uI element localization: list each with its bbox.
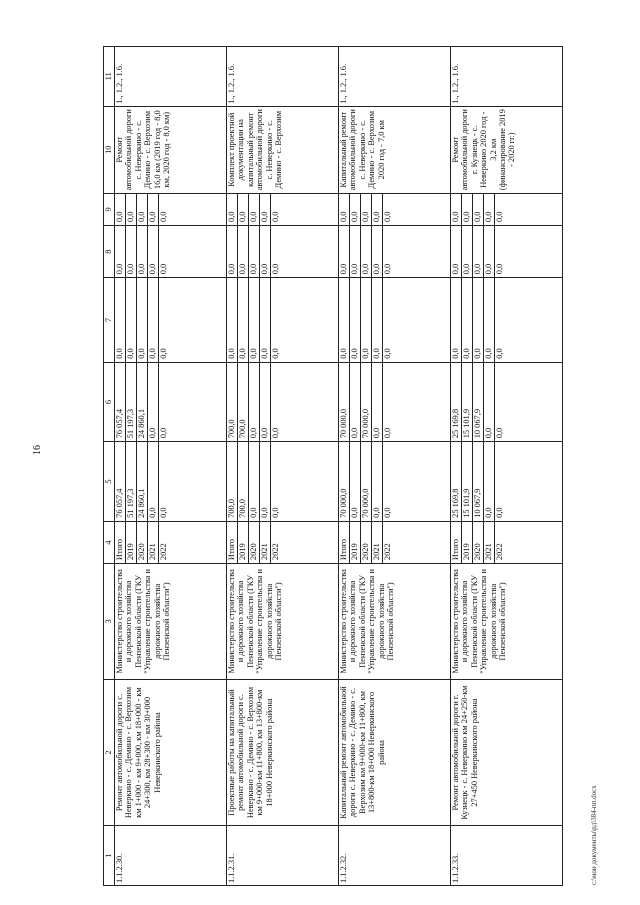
amount-value: 70 000,0 [361,363,372,442]
amount-list [339,193,451,225]
year-list [115,521,227,563]
program-table [103,46,563,886]
amount-value: 0,0 [271,507,280,518]
amount-value: 0,0 [462,226,473,277]
header-cell: 10 [104,106,115,193]
year-list [451,521,563,563]
executor: Министерство строительства и дорожного хозяйства Пензенской области (ГКУ "Управление строительства и дорожного хозяйства Пензенской области") [451,564,563,680]
amount-value: 0,0 [126,226,137,277]
amount-value: 51 197,3 [126,363,137,442]
amount-list [115,362,227,442]
footer-file-path: c:\мои документы\рд\384-пп.docx [590,785,598,885]
amount-value: 0,0 [339,194,350,225]
amount-value: 0,0 [238,226,249,277]
amount-value: 0,0 [271,348,280,359]
amount-value: 0,0 [249,278,260,362]
rotated-table-stage [103,46,593,886]
amount-value: 0,0 [350,363,361,442]
indicator-refs: 1., 1.2., 1.6. [115,47,227,107]
amount-list [451,193,563,225]
amount-value: 0,0 [484,363,495,442]
amount-value: 0,0 [473,278,484,362]
year-list [227,521,339,563]
amount-list [339,278,451,363]
amount-value: 0,0 [260,363,271,442]
amount-value: 70 000,0 [339,442,350,521]
amount-value: 700,0 [238,442,249,521]
amount-value: 24 860,1 [137,363,148,442]
page-number: 16 [32,445,43,455]
amount-value: 700,0 [238,363,249,442]
table-row [115,47,227,886]
amount-value: 0,0 [451,278,462,362]
measure-name: Капитальный ремонт автомобильной дороги с. Неверкино - с. Демино - с. Верхозим км 9+000-км 11+800, км 13+800-км 18+000 Неверкинского района [339,679,451,826]
amount-value: 0,0 [249,194,260,225]
year-list [339,521,451,563]
year-value: 2020 [137,522,148,563]
header-cell: 11 [104,47,115,107]
amount-value: 25 169,8 [451,442,462,521]
amount-list [227,442,339,522]
amount-value: 24 860,1 [137,442,148,521]
amount-value: 0,0 [495,348,504,359]
header-cell: 8 [104,226,115,278]
year-value: 2021 [260,522,271,563]
amount-value: 0,0 [137,194,148,225]
year-value: 2022 [383,543,392,561]
amount-value: 0,0 [148,226,159,277]
amount-value: 15 101,9 [462,363,473,442]
amount-list [339,442,451,522]
year-value: 2019 [462,522,473,563]
amount-list [339,226,451,278]
amount-value: 0,0 [383,211,392,223]
year-value: Итого [115,522,126,563]
indicator-refs: 1., 1.2., 1.6. [451,47,563,107]
amount-value: 70 000,0 [361,442,372,521]
header-cell: 9 [104,193,115,225]
amount-list [339,362,451,442]
year-value: 2022 [495,543,504,561]
amount-value: 0,0 [383,263,392,275]
amount-value: 15 101,9 [462,442,473,521]
amount-value: 70 000,0 [339,363,350,442]
amount-value: 0,0 [115,226,126,277]
amount-value: 0,0 [372,442,383,521]
amount-value: 700,0 [227,363,238,442]
amount-value: 700,0 [227,442,238,521]
header-cell: 7 [104,278,115,363]
amount-value: 0,0 [238,278,249,362]
amount-value: 0,0 [227,226,238,277]
row-number: 1.1.2.33. [451,826,563,886]
year-value: 2021 [148,522,159,563]
table-body [115,47,563,886]
amount-value: 0,0 [339,226,350,277]
year-value: Итого [227,522,238,563]
amount-value: 0,0 [159,348,168,359]
amount-value: 0,0 [137,226,148,277]
amount-value: 0,0 [260,226,271,277]
year-value: 2021 [372,522,383,563]
amount-value: 0,0 [372,194,383,225]
row-number: 1.1.2.32. [339,826,451,886]
row-number: 1.1.2.31. [227,826,339,886]
amount-value: 0,0 [148,442,159,521]
expected-result: Ремонт автомобильной дороги г. Кузнецк - с. Неверкино 2020 год - 3,2 км (финансирование 2019 - 2020 гг.) [451,106,563,193]
amount-value: 0,0 [238,194,249,225]
amount-list [227,226,339,278]
year-value: 2020 [361,522,372,563]
amount-list [227,362,339,442]
amount-value: 0,0 [350,442,361,521]
amount-value: 0,0 [249,363,260,442]
amount-value: 0,0 [451,226,462,277]
amount-value: 0,0 [260,278,271,362]
amount-value: 0,0 [148,194,159,225]
amount-list [227,193,339,225]
header-cell: 2 [104,679,115,826]
amount-value: 0,0 [249,226,260,277]
amount-list [451,442,563,522]
amount-value: 0,0 [159,427,168,439]
header-cell: 4 [104,521,115,563]
table-row [339,47,451,886]
expected-result: Капитальный ремонт автомобильной дороги с. Неверкино - с. Демино - с. Верхозим 2020 год - 7,0 км [339,106,451,193]
amount-value: 0,0 [451,194,462,225]
amount-value: 0,0 [495,263,504,275]
expected-result: Комплект проектной документации на капитальный ремонт автомобильной дороги с. Неверкино - с. Демино - с. Верхозим [227,106,339,193]
year-value: 2021 [484,522,495,563]
amount-value: 76 057,4 [115,363,126,442]
amount-list [115,193,227,225]
executor: Министерство строительства и дорожного хозяйства Пензенской области (ГКУ "Управление строительства и дорожного хозяйства Пензенской области") [339,564,451,680]
amount-value: 0,0 [484,278,495,362]
amount-list [451,278,563,363]
measure-name: Ремонт автомобильной дороги с. Неверкино - с. Демино - с. Верхозим км 1+000 - км 9+000, км 18+000 - км 24+300, км 28+300 - км 30+000 Неверкинского района [115,679,227,826]
amount-value: 25 169,8 [451,363,462,442]
amount-list [115,226,227,278]
header-cell: 6 [104,362,115,442]
amount-value: 0,0 [372,226,383,277]
amount-value: 0,0 [495,507,504,518]
amount-value: 0,0 [484,194,495,225]
year-value: 2020 [473,522,484,563]
amount-value: 0,0 [473,194,484,225]
year-value: Итого [451,522,462,563]
amount-value: 0,0 [137,278,148,362]
amount-value: 0,0 [227,194,238,225]
amount-value: 0,0 [495,427,504,439]
amount-list [227,278,339,363]
amount-value: 0,0 [227,278,238,362]
amount-value: 0,0 [115,278,126,362]
amount-value: 0,0 [271,211,280,223]
executor: Министерство строительства и дорожного хозяйства Пензенской области (ГКУ "Управление строительства и дорожного хозяйства Пензенской области") [227,564,339,680]
amount-value: 0,0 [271,427,280,439]
amount-value: 0,0 [126,278,137,362]
amount-value: 10 067,9 [473,363,484,442]
header-cell: 5 [104,442,115,522]
measure-name: Ремонт автомобильной дороги г. Кузнецк - с. Неверкино км 24+250-км 27+450 Неверкинского района [451,679,563,826]
amount-value: 0,0 [126,194,137,225]
indicator-refs: 1., 1.2., 1.6. [227,47,339,107]
amount-value: 10 067,9 [473,442,484,521]
header-cell: 3 [104,564,115,680]
year-value: Итого [339,522,350,563]
amount-list [451,226,563,278]
amount-value: 0,0 [484,226,495,277]
header-row [104,47,115,886]
amount-list [115,442,227,522]
table-row [227,47,339,886]
year-value: 2019 [126,522,137,563]
expected-result: Ремонт автомобильной дороги с. Неверкино - с. Демино - с. Верхозим 16,0 км (2019 год - 8,0 км, 2020 год - 8,0 км) [115,106,227,193]
amount-value: 0,0 [260,194,271,225]
amount-value: 0,0 [495,211,504,223]
table-row [451,47,563,886]
amount-value: 0,0 [383,348,392,359]
amount-value: 0,0 [159,263,168,275]
amount-value: 0,0 [473,226,484,277]
amount-value: 0,0 [271,263,280,275]
header-cell: 1 [104,826,115,886]
amount-value: 0,0 [148,278,159,362]
amount-value: 0,0 [462,278,473,362]
amount-value: 0,0 [159,211,168,223]
amount-value: 0,0 [350,194,361,225]
row-number: 1.1.2.30. [115,826,227,886]
amount-value: 0,0 [361,278,372,362]
year-value: 2019 [238,522,249,563]
amount-value: 0,0 [148,363,159,442]
amount-list [451,362,563,442]
indicator-refs: 1., 1.2., 1.6. [339,47,451,107]
amount-value: 0,0 [361,226,372,277]
amount-value: 0,0 [249,442,260,521]
year-value: 2019 [350,522,361,563]
amount-value: 51 197,3 [126,442,137,521]
amount-value: 0,0 [260,442,271,521]
measure-name: Проектные работы на капитальный ремонт автомобильной дороги с. Неверкино - с. Демино - с. Верхозим км 9+000-км 11+800, км 13+800-км 18+000 Неверкинского района [227,679,339,826]
amount-value: 0,0 [350,278,361,362]
amount-value: 0,0 [383,427,392,439]
amount-value: 0,0 [372,278,383,362]
amount-value: 0,0 [350,226,361,277]
amount-value: 76 057,4 [115,442,126,521]
amount-list [115,278,227,363]
amount-value: 0,0 [115,194,126,225]
executor: Министерство строительства и дорожного хозяйства Пензенской области (ГКУ "Управление строительства и дорожного хозяйства Пензенской области") [115,564,227,680]
amount-value: 0,0 [383,507,392,518]
amount-value: 0,0 [462,194,473,225]
amount-value: 0,0 [339,278,350,362]
year-value: 2020 [249,522,260,563]
year-value: 2022 [159,543,168,561]
amount-value: 0,0 [361,194,372,225]
amount-value: 0,0 [484,442,495,521]
year-value: 2022 [271,543,280,561]
amount-value: 0,0 [372,363,383,442]
amount-value: 0,0 [159,507,168,518]
